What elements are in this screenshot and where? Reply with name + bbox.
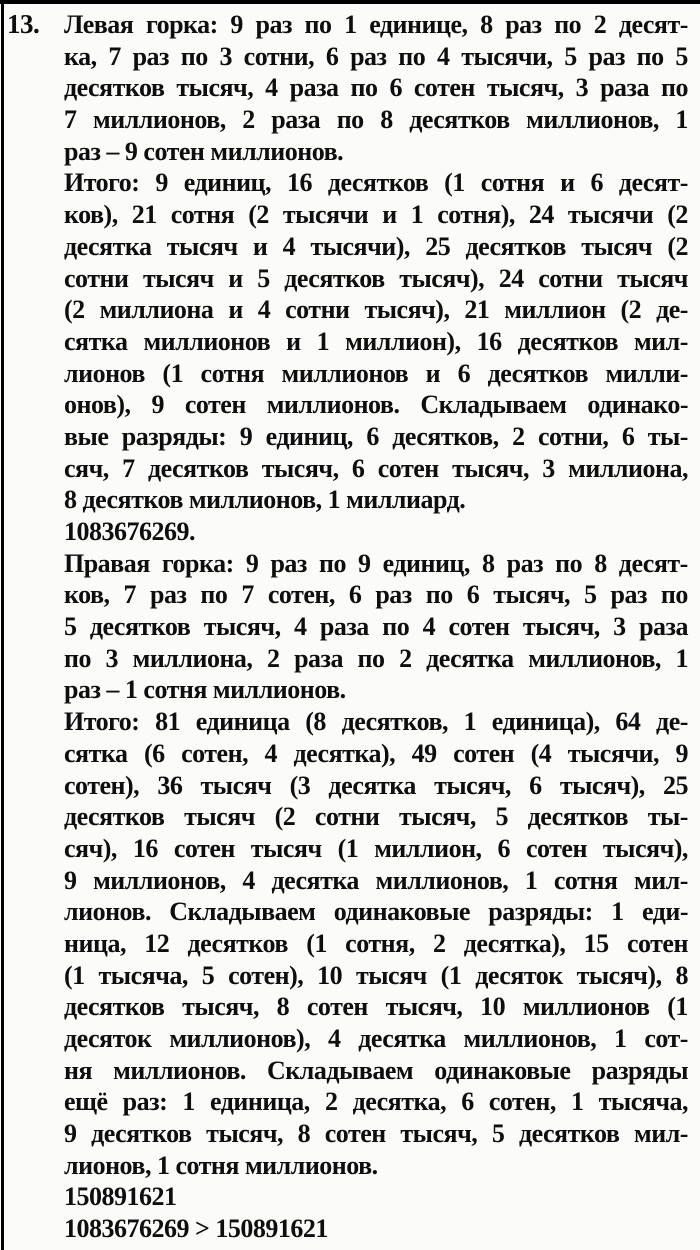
- text-line: ка, 7 раз по 3 сотни, 6 раз по 4 тысячи, 5 раз по 5: [64, 41, 688, 71]
- text-line: лионов (1 сотня миллионов и 6 десятков милли-: [64, 358, 688, 388]
- text-line: (1 тысяча, 5 сотен), 10 тысяч (1 десяток тысяч), 8: [64, 960, 688, 990]
- text-line: Правая горка: 9 раз по 9 единиц, 8 раз по 8 десят-: [64, 548, 688, 578]
- text-line: сяч), 16 сотен тысяч (1 миллион, 6 сотен тысяч),: [64, 833, 688, 863]
- text-line: десятков тысяч, 4 раза по 6 сотен тысяч, 3 раза по: [64, 73, 688, 103]
- paragraph: [64, 1213, 688, 1245]
- paragraph: [64, 706, 688, 1181]
- paragraph: [64, 1181, 688, 1213]
- paragraph: [64, 167, 688, 516]
- text-line: (2 миллиона и 4 сотни тысяч), 21 миллион (2 де-: [64, 295, 688, 325]
- text-line: Итого: 9 единиц, 16 десятков (1 сотня и 6 десят-: [64, 168, 688, 198]
- paragraph: [64, 516, 688, 548]
- page-top-border: [0, 0, 700, 4]
- paragraph: [64, 9, 688, 167]
- text-line: десяток миллионов), 4 десятка миллионов, 1 сот-: [64, 1024, 688, 1053]
- text-line: лионов. Складываем одинаковые разряды: 1 еди-: [64, 897, 688, 927]
- text-line: раз – 1 сотня миллионов.: [64, 675, 346, 705]
- text-line: ков, 7 раз по 7 сотен, 6 раз по 6 тысяч, 5 раз по: [64, 580, 688, 610]
- text-line: онов), 9 сотен миллионов. Складываем одинако-: [64, 390, 688, 420]
- text-line: Левая горка: 9 раз по 1 единице, 8 раз по 2 десят-: [64, 10, 688, 39]
- text-line: десятка тысяч и 4 тысячи), 25 десятков тысяч (2: [64, 231, 688, 261]
- text-line: 7 миллионов, 2 раза по 8 десятков миллионов, 1: [64, 105, 688, 135]
- text-column: [64, 9, 688, 1245]
- text-line: ещё раз: 1 единица, 2 десятка, 6 сотен, 1 тысяча,: [64, 1087, 688, 1117]
- text-line: десятков тысяч (2 сотни тысяч, 5 десятков ты-: [64, 802, 688, 832]
- text-line: 5 десятков тысяч, 4 раза по 4 сотен тысяч, 3 раза: [64, 612, 688, 642]
- text-line: 150891621: [64, 1182, 177, 1212]
- text-line: 8 десятков миллионов, 1 миллиард.: [64, 485, 466, 515]
- problem-number: 13.: [7, 9, 40, 39]
- page-left-border: [1, 0, 4, 1250]
- text-line: ня миллионов. Складываем одинаковые разряды: [64, 1055, 688, 1085]
- text-line: десятков тысяч, 8 сотен тысяч, 10 миллионов (1: [64, 992, 688, 1022]
- text-line: ница, 12 десятков (1 сотня, 2 десятка), 15 сотен: [64, 928, 688, 958]
- text-line: 1083676269 > 150891621: [64, 1214, 328, 1244]
- text-line: сотни тысяч и 5 десятков тысяч), 24 сотни тысяч: [64, 263, 688, 293]
- text-line: сятка (6 сотен, 4 десятка), 49 сотен (4 тысячи, 9: [64, 738, 688, 768]
- text-line: по 3 миллиона, 2 раза по 2 десятка миллионов, 1: [64, 643, 688, 673]
- text-line: 9 десятков тысяч, 8 сотен тысяч, 5 десятков мил-: [64, 1119, 688, 1149]
- paragraph: [64, 548, 688, 706]
- text-line: вые разряды: 9 единиц, 6 десятков, 2 сотни, 6 ты-: [64, 421, 688, 451]
- text-line: Итого: 81 единица (8 десятков, 1 единица), 64 де-: [64, 707, 688, 737]
- text-line: раз – 9 сотен миллионов.: [64, 136, 344, 166]
- text-line: сятка миллионов и 1 миллион), 16 десятков мил-: [64, 326, 688, 356]
- text-line: ков), 21 сотня (2 тысячи и 1 сотня), 24 тысячи (2: [64, 200, 688, 230]
- text-line: сяч, 7 десятков тысяч, 6 сотен тысяч, 3 миллиона,: [64, 453, 688, 483]
- text-line: лионов, 1 сотня миллионов.: [64, 1150, 378, 1180]
- text-line: 9 миллионов, 4 десятка миллионов, 1 сотня мил-: [64, 865, 688, 895]
- text-line: сотен), 36 тысяч (3 десятка тысяч, 6 тысяч), 25: [64, 770, 688, 800]
- text-line: 1083676269.: [64, 517, 195, 546]
